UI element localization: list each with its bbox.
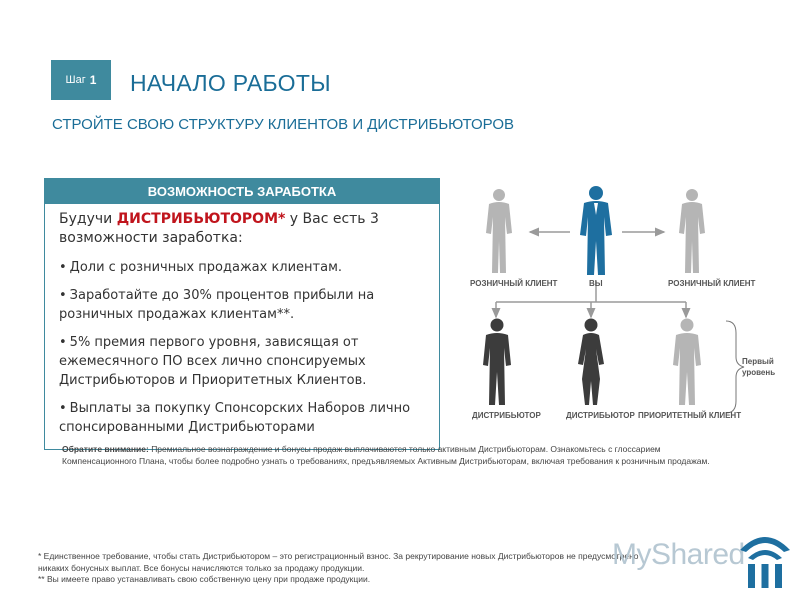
- footnotes: [38, 551, 668, 586]
- earning-item: • Выплаты за покупку Спонсорских Наборов лично спонсированными Дистрибьюторами: [59, 399, 427, 437]
- page-title: НАЧАЛО РАБОТЫ: [130, 70, 331, 96]
- earning-item: • Заработайте до 30% процентов прибыли на розничных продажах клиентам**.: [59, 286, 427, 324]
- first-level-line1: Первый: [742, 357, 774, 366]
- label-distributor-2: ДИСТРИБЬЮТОР: [566, 411, 635, 420]
- distributor-1-icon: [480, 317, 514, 407]
- footnote-1: * Единственное требование, чтобы стать Дистрибьютором – это регистрационный взнос. За рекрутирование новых Дистрибьюторов не предусмотрено никаких бонусных выплат. Все бонусы начисляются только за продажу продукции.: [38, 551, 639, 573]
- card-lead-post: у Вас есть 3 возможности заработка:: [59, 211, 379, 246]
- retail-client-left-icon: [483, 187, 515, 275]
- note-bold: Обратите внимание:: [62, 444, 149, 454]
- myshared-logo-icon: [736, 524, 794, 592]
- earning-item: • 5% премия первого уровня, зависящая от ежемесячного ПО всех лично спонсируемых Дистрибьюторов и Приоритетных Клиентов.: [59, 333, 427, 390]
- footnote-2: ** Вы имеете право устанавливать свою собственную цену при продаже продукции.: [38, 574, 371, 584]
- card-lead: [59, 210, 427, 248]
- label-priority-client: ПРИОРИТЕТНЫЙ КЛИЕНТ: [638, 411, 742, 420]
- step-badge: [51, 60, 111, 100]
- label-distributor-1: ДИСТРИБЬЮТОР: [472, 411, 541, 420]
- step-label: Шаг: [65, 74, 86, 86]
- first-level-label: [742, 356, 775, 378]
- label-retail-client-left: РОЗНИЧНЫЙ КЛИЕНТ: [470, 279, 558, 288]
- structure-diagram: [460, 175, 790, 435]
- page-subtitle: СТРОЙТЕ СВОЮ СТРУКТУРУ КЛИЕНТОВ И ДИСТРИБЬЮТОРОВ: [52, 116, 514, 133]
- earning-opportunity-card: [44, 178, 440, 450]
- priority-client-icon: [670, 317, 704, 407]
- logo-text: MyShared: [612, 538, 745, 571]
- card-body: [45, 204, 439, 437]
- card-header: ВОЗМОЖНОСТЬ ЗАРАБОТКА: [45, 179, 439, 204]
- myshared-logo: [612, 518, 794, 596]
- step-number: 1: [89, 73, 97, 87]
- earning-list: [59, 258, 427, 437]
- attention-note: [62, 443, 722, 467]
- card-lead-pre: Будучи: [59, 211, 117, 227]
- label-retail-client-right: РОЗНИЧНЫЙ КЛИЕНТ: [668, 279, 756, 288]
- retail-client-right-icon: [676, 187, 708, 275]
- label-you: ВЫ: [589, 279, 603, 288]
- distributor-2-icon: [574, 317, 608, 407]
- you-person-icon: [576, 185, 616, 277]
- first-level-line2: уровень: [742, 368, 776, 377]
- earning-item: • Доли с розничных продажах клиентам.: [59, 258, 427, 277]
- card-lead-strong: ДИСТРИБЬЮТОРОМ*: [116, 211, 286, 227]
- note-text: Премиальное вознаграждение и бонусы продаж выплачиваются только активным Дистрибьюторам. Ознакомьтесь с глоссарием Компенсационного Плана, чтобы более подробно узнать о требованиях, предъявляемых Активным Дистрибьюторам, включая требования к розничным продажам.: [62, 444, 710, 466]
